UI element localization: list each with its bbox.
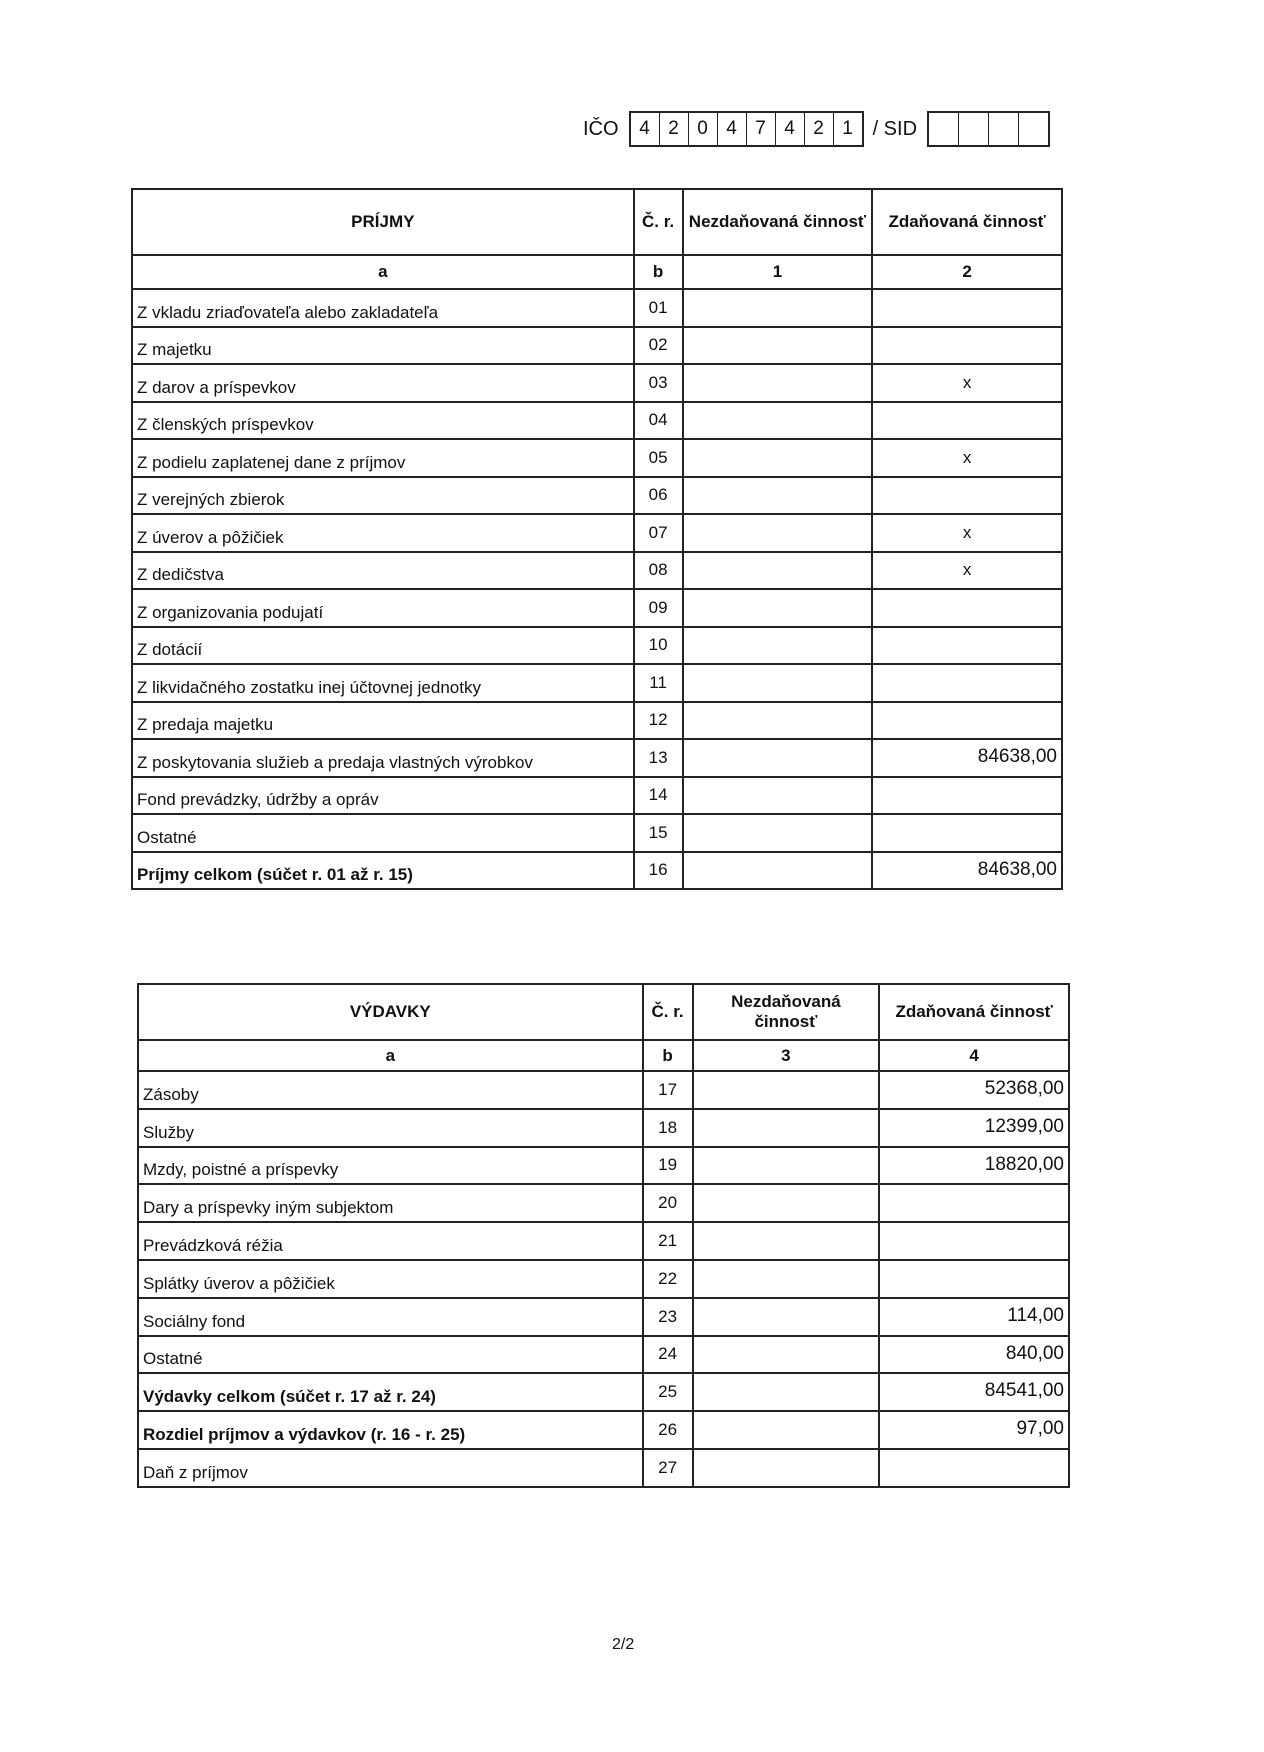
row-number: 06 <box>634 477 683 515</box>
table-row <box>138 1260 1069 1298</box>
table-row <box>132 327 1062 365</box>
expenses-table <box>137 983 1070 1488</box>
untaxed-header: Nezdaňovaná činnosť <box>693 984 880 1040</box>
row-label: Z dedičstva <box>132 552 634 590</box>
taxed-value: 52368,00 <box>879 1071 1069 1109</box>
sid-label: / SID <box>872 117 918 140</box>
col-a: a <box>132 255 634 289</box>
taxed-value: 18820,00 <box>879 1147 1069 1185</box>
table-row <box>132 514 1062 552</box>
row-label: Ostatné <box>132 814 634 852</box>
row-label: Z verejných zbierok <box>132 477 634 515</box>
row-label: Prevádzková réžia <box>138 1222 643 1260</box>
row-label: Fond prevádzky, údržby a opráv <box>132 777 634 815</box>
row-number: 16 <box>634 852 683 890</box>
untaxed-value <box>683 289 873 327</box>
table-row <box>132 402 1062 440</box>
untaxed-value <box>683 477 873 515</box>
row-number: 19 <box>643 1147 693 1185</box>
row-number: 27 <box>643 1449 693 1487</box>
row-number: 21 <box>643 1222 693 1260</box>
ico-digit: 4 <box>631 113 660 145</box>
table-row <box>138 1336 1069 1374</box>
taxed-value: 84638,00 <box>872 739 1062 777</box>
taxed-value: 97,00 <box>879 1411 1069 1449</box>
untaxed-value <box>693 1298 880 1336</box>
untaxed-value <box>683 739 873 777</box>
table-row <box>132 589 1062 627</box>
ico-digit: 4 <box>718 113 747 145</box>
ico-digit: 2 <box>805 113 834 145</box>
taxed-value: 12399,00 <box>879 1109 1069 1147</box>
taxed-value: 114,00 <box>879 1298 1069 1336</box>
taxed-value <box>872 402 1062 440</box>
ico-sid-header <box>583 112 1050 146</box>
untaxed-value <box>693 1071 880 1109</box>
row-label: Z dotácií <box>132 627 634 665</box>
untaxed-value <box>683 627 873 665</box>
row-label: Služby <box>138 1109 643 1147</box>
col-3: 3 <box>693 1040 880 1071</box>
table-row <box>132 852 1062 890</box>
ico-digit-boxes <box>629 111 864 147</box>
taxed-value <box>879 1184 1069 1222</box>
taxed-value: 84638,00 <box>872 852 1062 890</box>
row-number: 24 <box>643 1336 693 1374</box>
table-row <box>132 627 1062 665</box>
taxed-value <box>872 477 1062 515</box>
untaxed-value <box>683 402 873 440</box>
page-number: 2/2 <box>612 1636 635 1653</box>
table-row <box>138 1373 1069 1411</box>
row-number: 08 <box>634 552 683 590</box>
untaxed-header: Nezdaňovaná činnosť <box>683 189 873 255</box>
row-label: Splátky úverov a pôžičiek <box>138 1260 643 1298</box>
row-number: 04 <box>634 402 683 440</box>
untaxed-value <box>693 1184 880 1222</box>
row-label: Rozdiel príjmov a výdavkov (r. 16 - r. 25) <box>138 1411 643 1449</box>
sid-boxes <box>927 111 1050 147</box>
table-row <box>132 702 1062 740</box>
table-row <box>138 1184 1069 1222</box>
taxed-value <box>872 664 1062 702</box>
row-label: Z úverov a pôžičiek <box>132 514 634 552</box>
row-number: 12 <box>634 702 683 740</box>
sid-digit <box>929 113 959 145</box>
ico-label: IČO <box>583 117 619 140</box>
row-number: 07 <box>634 514 683 552</box>
table-row <box>132 814 1062 852</box>
taxed-value: x <box>872 552 1062 590</box>
row-label: Z majetku <box>132 327 634 365</box>
row-number: 23 <box>643 1298 693 1336</box>
ico-digit: 2 <box>660 113 689 145</box>
table-row <box>132 664 1062 702</box>
ico-digit: 7 <box>747 113 776 145</box>
row-number: 05 <box>634 439 683 477</box>
taxed-value: x <box>872 439 1062 477</box>
sid-digit <box>1019 113 1048 145</box>
col-1: 1 <box>683 255 873 289</box>
ico-digit: 4 <box>776 113 805 145</box>
taxed-value <box>872 702 1062 740</box>
row-label: Príjmy celkom (súčet r. 01 až r. 15) <box>132 852 634 890</box>
taxed-value <box>872 777 1062 815</box>
taxed-value <box>872 814 1062 852</box>
untaxed-value <box>693 1449 880 1487</box>
col-a: a <box>138 1040 643 1071</box>
taxed-value <box>879 1260 1069 1298</box>
taxed-value <box>879 1222 1069 1260</box>
taxed-value: x <box>872 514 1062 552</box>
untaxed-value <box>683 439 873 477</box>
untaxed-value <box>683 327 873 365</box>
untaxed-value <box>683 514 873 552</box>
ico-digit: 1 <box>842 118 853 139</box>
row-number: 15 <box>634 814 683 852</box>
row-label: Z likvidačného zostatku inej účtovnej jednotky <box>132 664 634 702</box>
untaxed-value <box>683 814 873 852</box>
table-row <box>138 1222 1069 1260</box>
untaxed-value <box>693 1411 880 1449</box>
expenses-title: VÝDAVKY <box>138 984 643 1040</box>
untaxed-value <box>683 852 873 890</box>
row-number: 13 <box>634 739 683 777</box>
table-row <box>138 1298 1069 1336</box>
untaxed-value <box>693 1147 880 1185</box>
income-title: PRÍJMY <box>132 189 634 255</box>
row-label: Daň z príjmov <box>138 1449 643 1487</box>
untaxed-value <box>683 702 873 740</box>
row-number: 25 <box>643 1373 693 1411</box>
table-row <box>132 439 1062 477</box>
taxed-value: x <box>872 364 1062 402</box>
col-b: b <box>643 1040 693 1071</box>
untaxed-value <box>683 364 873 402</box>
taxed-header: Zdaňovaná činnosť <box>872 189 1062 255</box>
row-label: Z organizovania podujatí <box>132 589 634 627</box>
taxed-value <box>872 589 1062 627</box>
row-label: Z darov a príspevkov <box>132 364 634 402</box>
sid-digit <box>989 113 1019 145</box>
untaxed-value <box>693 1336 880 1374</box>
untaxed-value <box>693 1109 880 1147</box>
untaxed-value <box>683 552 873 590</box>
untaxed-value <box>683 664 873 702</box>
table-row <box>132 477 1062 515</box>
table-row <box>138 1449 1069 1487</box>
row-label: Z poskytovania služieb a predaja vlastných výrobkov <box>132 739 634 777</box>
row-number: 09 <box>634 589 683 627</box>
table-row <box>132 289 1062 327</box>
untaxed-value <box>693 1373 880 1411</box>
taxed-value <box>872 627 1062 665</box>
table-row <box>138 1071 1069 1109</box>
row-number: 01 <box>634 289 683 327</box>
taxed-value <box>872 327 1062 365</box>
untaxed-value <box>683 589 873 627</box>
taxed-value <box>879 1449 1069 1487</box>
row-number: 20 <box>643 1184 693 1222</box>
row-number: 11 <box>634 664 683 702</box>
col-2: 2 <box>872 255 1062 289</box>
row-number: 14 <box>634 777 683 815</box>
row-label: Z vkladu zriaďovateľa alebo zakladateľa <box>132 289 634 327</box>
table-row <box>132 364 1062 402</box>
row-number: 18 <box>643 1109 693 1147</box>
taxed-header: Zdaňovaná činnosť <box>879 984 1069 1040</box>
row-no-header: Č. r. <box>643 984 693 1040</box>
row-label: Dary a príspevky iným subjektom <box>138 1184 643 1222</box>
ico-digit: 0 <box>689 113 718 145</box>
row-label: Z predaja majetku <box>132 702 634 740</box>
row-label: Výdavky celkom (súčet r. 17 až r. 24) <box>138 1373 643 1411</box>
row-label: Z členských príspevkov <box>132 402 634 440</box>
table-row <box>132 739 1062 777</box>
untaxed-value <box>683 777 873 815</box>
row-number: 26 <box>643 1411 693 1449</box>
table-row <box>132 552 1062 590</box>
row-label: Mzdy, poistné a príspevky <box>138 1147 643 1185</box>
row-label: Ostatné <box>138 1336 643 1374</box>
row-number: 10 <box>634 627 683 665</box>
row-label: Zásoby <box>138 1071 643 1109</box>
row-number: 17 <box>643 1071 693 1109</box>
taxed-value: 84541,00 <box>879 1373 1069 1411</box>
row-number: 22 <box>643 1260 693 1298</box>
row-number: 03 <box>634 364 683 402</box>
taxed-value: 840,00 <box>879 1336 1069 1374</box>
table-row <box>132 777 1062 815</box>
table-row <box>138 1109 1069 1147</box>
sid-digit <box>959 113 989 145</box>
untaxed-value <box>693 1260 880 1298</box>
row-label: Sociálny fond <box>138 1298 643 1336</box>
table-row <box>138 1147 1069 1185</box>
income-table <box>131 188 1063 890</box>
col-4: 4 <box>879 1040 1069 1071</box>
col-b: b <box>634 255 683 289</box>
table-row <box>138 1411 1069 1449</box>
row-label: Z podielu zaplatenej dane z príjmov <box>132 439 634 477</box>
row-number: 02 <box>634 327 683 365</box>
taxed-value <box>872 289 1062 327</box>
untaxed-value <box>693 1222 880 1260</box>
row-no-header: Č. r. <box>634 189 683 255</box>
